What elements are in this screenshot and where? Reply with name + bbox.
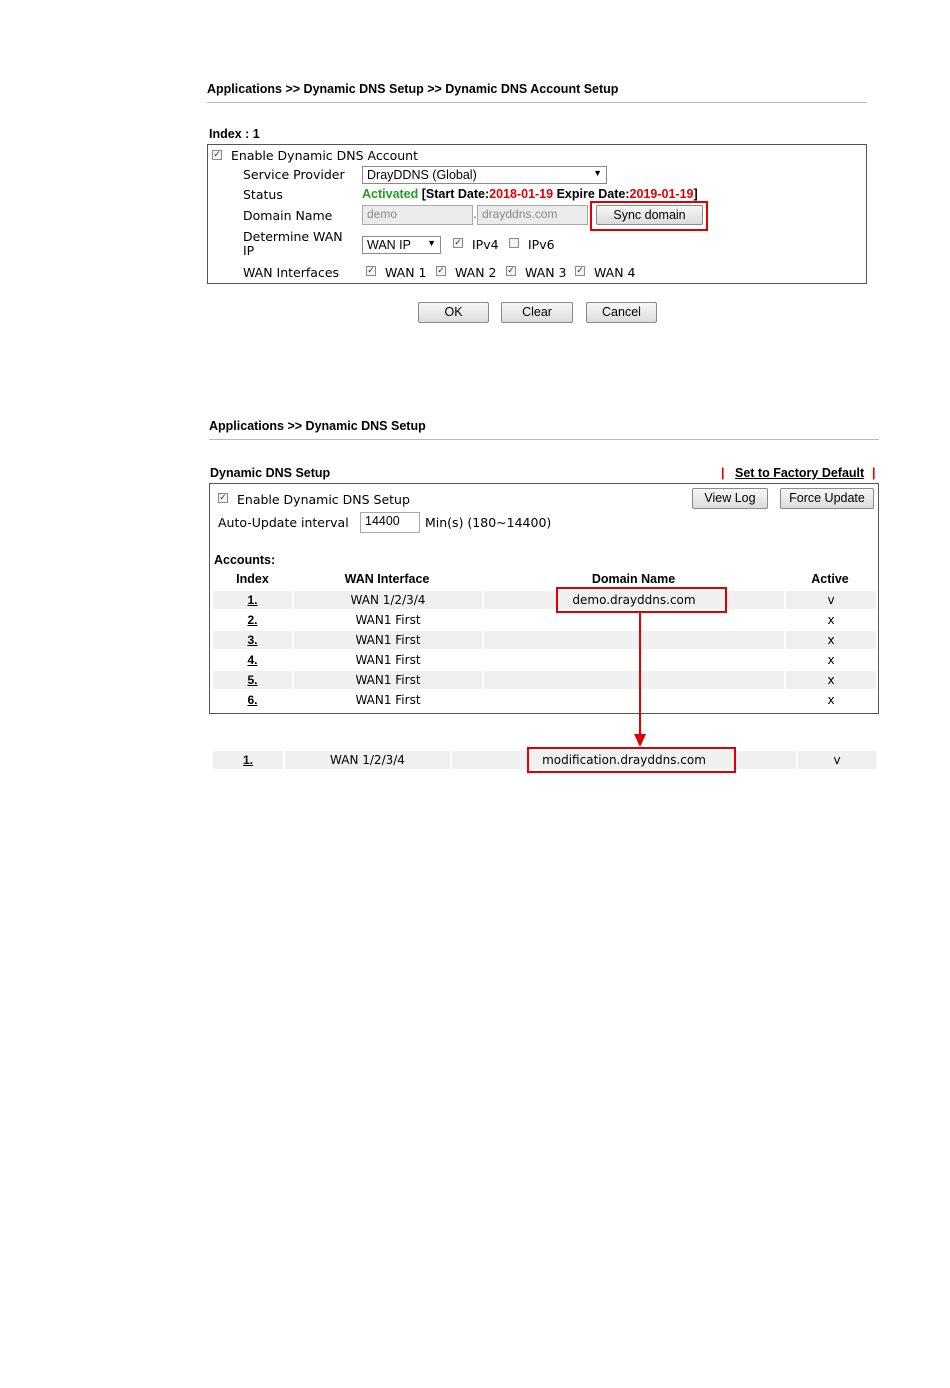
domain-highlight: [556, 587, 727, 613]
cancel-button[interactable]: Cancel: [586, 302, 657, 323]
checkbox-checked-icon: ✓: [576, 266, 584, 276]
row-wan: WAN 1/2/3/4: [350, 593, 426, 607]
divider-2: [209, 439, 879, 440]
divider: [207, 102, 867, 103]
force-update-button[interactable]: Force Update: [780, 488, 874, 509]
section-title: Dynamic DNS Setup: [210, 466, 331, 480]
wan4-checkbox[interactable]: [575, 266, 585, 276]
modified-row-active: v: [833, 753, 841, 767]
checkbox-checked-icon: ✓: [219, 493, 227, 503]
breadcrumb: Applications >> Dynamic DNS Setup >> Dynamic DNS Account Setup: [207, 82, 619, 96]
pipe-left: |: [721, 466, 725, 480]
checkbox-checked-icon: ✓: [437, 266, 445, 276]
accounts-label: Accounts:: [214, 553, 276, 567]
table-row: [213, 631, 876, 649]
enable-account-label: Enable Dynamic DNS Account: [231, 148, 419, 163]
row-active: x: [827, 693, 835, 707]
checkbox-checked-icon: ✓: [213, 150, 221, 160]
checkbox-checked-icon: ✓: [454, 238, 462, 248]
sync-domain-highlight: [590, 201, 708, 231]
row-wan: WAN1 First: [355, 613, 421, 627]
row-index-link[interactable]: 5.: [247, 673, 258, 687]
enable-ddns-checkbox[interactable]: [218, 493, 228, 503]
row-index-link[interactable]: 2.: [247, 613, 258, 627]
table-row: [213, 691, 876, 709]
clear-button[interactable]: Clear: [501, 302, 573, 323]
ok-button[interactable]: OK: [418, 302, 489, 323]
row-active: v: [827, 593, 835, 607]
enable-ddns-label: Enable Dynamic DNS Setup: [237, 492, 410, 507]
breadcrumb-2: Applications >> Dynamic DNS Setup: [209, 419, 426, 433]
wan2-checkbox[interactable]: [436, 266, 446, 276]
modified-row-domain: modification.drayddns.com: [542, 753, 706, 767]
wan1-checkbox[interactable]: [366, 266, 376, 276]
determine-wan-label-line2: IP: [243, 243, 255, 258]
modified-domain-highlight: [527, 747, 736, 773]
wan3-checkbox[interactable]: [506, 266, 516, 276]
col-header-wan-interface: WAN Interface: [344, 572, 430, 586]
status-start-date: 2018-01-19: [489, 187, 554, 201]
wan3-label: WAN 3: [525, 265, 567, 280]
col-header-index: Index: [236, 572, 269, 586]
modified-row-wan: WAN 1/2/3/4: [330, 753, 405, 767]
factory-default-link[interactable]: Set to Factory Default: [735, 466, 865, 480]
service-provider-label: Service Provider: [243, 167, 345, 182]
domain-dot: .: [473, 207, 477, 221]
ipv6-label: IPv6: [528, 237, 555, 252]
domain-name-label: Domain Name: [243, 208, 333, 223]
auto-update-input[interactable]: 14400: [360, 512, 420, 533]
service-provider-value: DrayDDNS (Global): [367, 168, 477, 182]
wan-ip-select[interactable]: [362, 236, 441, 254]
table-row: [213, 611, 876, 629]
down-arrow-icon: [630, 613, 650, 749]
ipv4-checkbox[interactable]: [453, 238, 463, 248]
row-active: x: [827, 613, 835, 627]
wan-interfaces-label: WAN Interfaces: [243, 265, 340, 280]
wan4-label: WAN 4: [594, 265, 636, 280]
checkbox-checked-icon: ✓: [367, 266, 375, 276]
service-provider-select[interactable]: [362, 166, 607, 184]
status-close: ]: [693, 187, 698, 201]
sync-domain-button[interactable]: Sync domain: [596, 205, 703, 225]
checkbox-checked-icon: ✓: [507, 266, 515, 276]
col-header-domain-name: Domain Name: [591, 572, 676, 586]
dropdown-arrow-icon: ▼: [427, 238, 436, 248]
table-row: [213, 651, 876, 669]
row-active: x: [827, 633, 835, 647]
row-wan: WAN1 First: [355, 633, 421, 647]
determine-wan-label: [243, 230, 343, 258]
ipv6-checkbox[interactable]: [509, 238, 519, 248]
dropdown-arrow-icon: ▼: [593, 168, 602, 178]
status-expire-date: 2019-01-19: [629, 187, 694, 201]
status-label: Status: [243, 187, 283, 202]
row-wan: WAN1 First: [355, 693, 421, 707]
auto-update-label: Auto-Update interval: [218, 515, 349, 530]
table-row: [213, 591, 876, 609]
status-expire-label: Expire Date:: [556, 187, 630, 201]
index-label: Index : 1: [209, 127, 260, 141]
row-index-link[interactable]: 6.: [247, 693, 258, 707]
determine-wan-label-line1: Determine WAN: [243, 229, 343, 244]
table-row: [213, 671, 876, 689]
row-index-link[interactable]: 1.: [247, 593, 258, 607]
status-start-open: [Start Date:: [421, 187, 490, 201]
row-index-link[interactable]: 3.: [247, 633, 258, 647]
wan2-label: WAN 2: [455, 265, 497, 280]
ipv4-label: IPv4: [472, 237, 499, 252]
view-log-button[interactable]: View Log: [692, 488, 768, 509]
row-wan: WAN1 First: [355, 673, 421, 687]
row-wan: WAN1 First: [355, 653, 421, 667]
domain-suffix-input[interactable]: drayddns.com: [477, 205, 588, 225]
row-index-link[interactable]: 4.: [247, 653, 258, 667]
row-active: x: [827, 673, 835, 687]
status-activated: Activated: [362, 187, 419, 201]
enable-account-checkbox[interactable]: [212, 150, 222, 160]
domain-prefix-input[interactable]: demo: [362, 205, 473, 225]
modified-row-index-link[interactable]: 1.: [242, 753, 253, 767]
row-active: x: [827, 653, 835, 667]
pipe-right: |: [872, 466, 876, 480]
col-header-active: Active: [811, 572, 849, 586]
wan-ip-value: WAN IP: [367, 238, 411, 252]
auto-update-unit: Min(s) (180~14400): [425, 515, 552, 530]
wan1-label: WAN 1: [385, 265, 427, 280]
row-domain: demo.drayddns.com: [572, 593, 696, 607]
status-text: [362, 187, 698, 201]
